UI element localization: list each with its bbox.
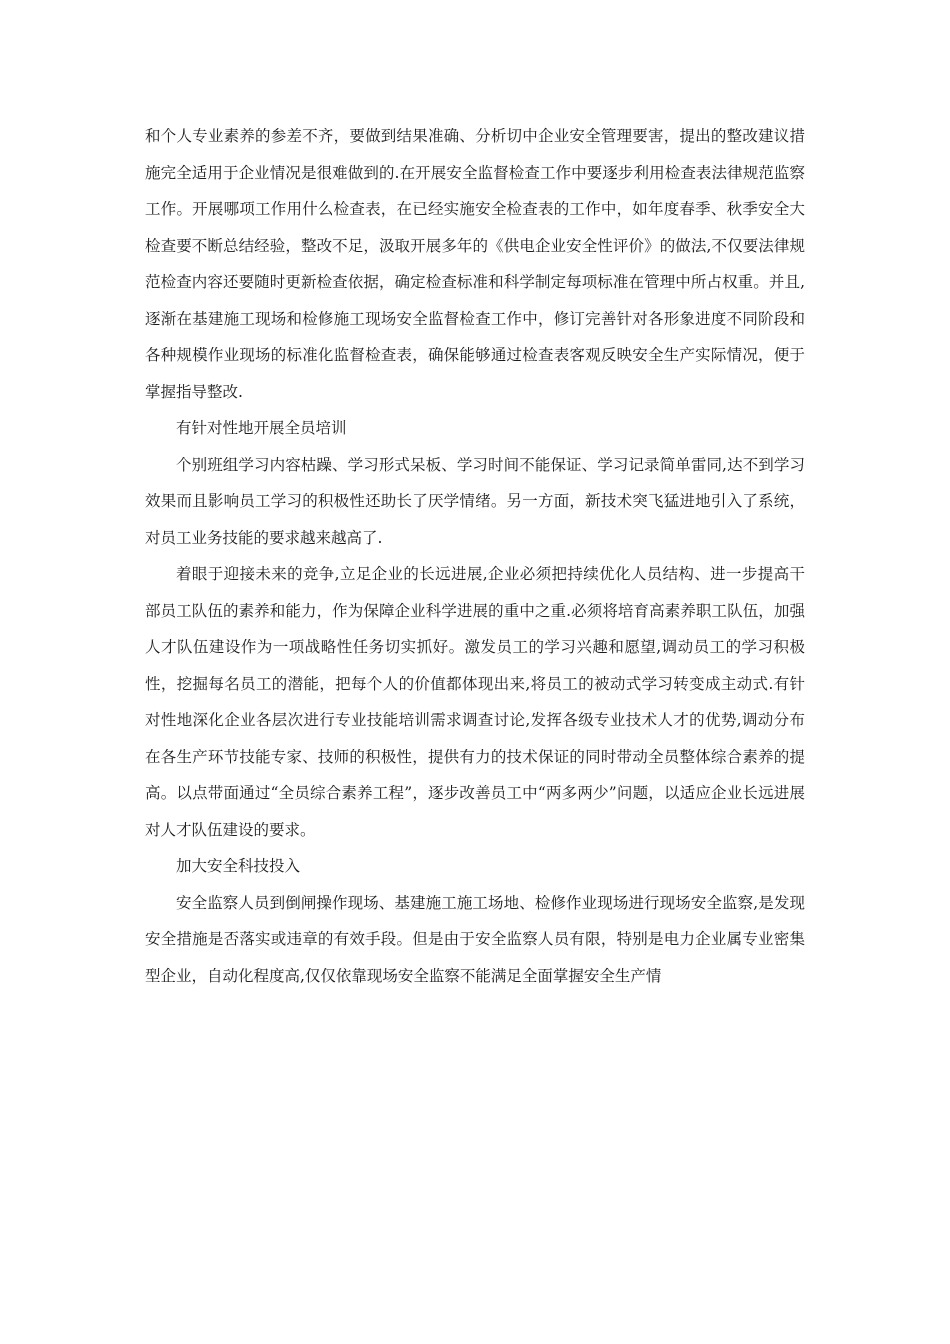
paragraph-training-problems: 个别班组学习内容枯躁、学习形式呆板、学习时间不能保证、学习记录简单雷同,达不到学习效果而且影响员工学习的积极性还助长了厌学情绪。另一方面，新技术突飞猛进地引入了系统，对员工业务技能的要求越来越高了. [145, 455, 805, 547]
paragraph-technology-investment: 安全监察人员到倒闸操作现场、基建施工施工场地、检修作业现场进行现场安全监察,是发现安全措施是否落实或违章的有效手段。但是由于安全监察人员有限，特别是电力企业属专业密集型企业，自动化程度高,仅仅依靠现场安全监察不能满足全面掌握安全生产情 [145, 893, 805, 985]
section-heading-technology: 加大安全科技投入 [176, 857, 301, 875]
document-body [145, 118, 805, 994]
paragraph-training-measures: 着眼于迎接未来的竞争,立足企业的长远进展,企业必须把持续优化人员结构、进一步提高干部员工队伍的素养和能力，作为保障企业科学进展的重中之重.必须将培育高素养职工队伍，加强人才队伍建设作为一项战略性任务切实抓好。激发员工的学习兴趣和愿望,调动员工的学习积极性，挖掘每名员工的潜能，把每个人的价值都体现出来,将员工的被动式学习转变成主动式.有针对性地深化企业各层次进行专业技能培训需求调查讨论,发挥各级专业技术人才的优势,调动分布在各生产环节技能专家、技师的积极性，提供有力的技术保证的同时带动全员整体综合素养的提高。以点带面通过“全员综合素养工程”，逐步改善员工中“两多两少”问题，以适应企业长远进展对人才队伍建设的要求。 [145, 565, 805, 839]
section-heading-training: 有针对性地开展全员培训 [176, 419, 347, 437]
paragraph-checklist-continuation: 和个人专业素养的参差不齐，要做到结果准确、分析切中企业安全管理要害，提出的整改建议措施完全适用于企业情况是很难做到的.在开展安全监督检查工作中要逐步利用检查表法律规范监察工作。开展哪项工作用什么检查表，在已经实施安全检查表的工作中，如年度春季、秋季安全大检查要不断总结经验，整改不足，汲取开展多年的《供电企业安全性评价》的做法,不仅要法律规范检查内容还要随时更新检查依据，确定检查标准和科学制定每项标准在管理中所占权重。并且,逐渐在基建施工现场和检修施工现场安全监督检查工作中，修订完善针对各形象进度不同阶段和各种规模作业现场的标准化监督检查表，确保能够通过检查表客观反映安全生产实际情况，便于掌握指导整改. [145, 127, 805, 401]
